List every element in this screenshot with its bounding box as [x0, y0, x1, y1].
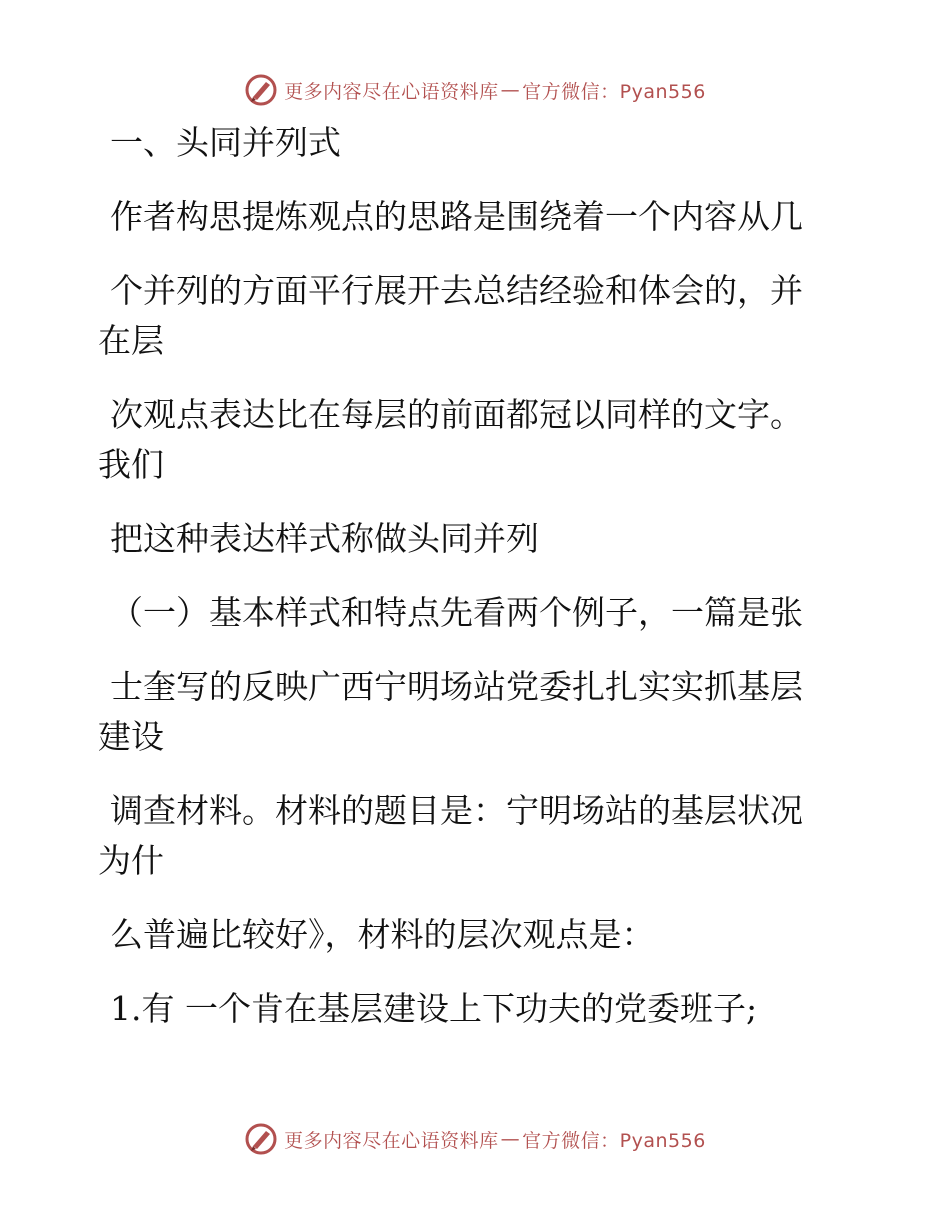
paragraph-line: [98, 662, 838, 762]
pen-logo-icon: [244, 1122, 278, 1156]
paragraph-line: [98, 514, 838, 564]
text-line-continuation: 建设: [98, 717, 164, 756]
text-line: 1.有 一个肯在基层建设上下功夫的党委班子;: [110, 989, 758, 1028]
paragraph-line: [98, 910, 838, 960]
text-line: 作者构思提炼观点的思路是围绕着一个内容从几: [110, 197, 803, 236]
text-line: （一）基本样式和特点先看两个例子，一篇是张: [110, 593, 803, 632]
text-line: 次观点表达比在每层的前面都冠以同样的文字。: [110, 395, 803, 434]
text-line: 调查材料。材料的题目是：宁明场站的基层状况: [110, 791, 803, 830]
text-line: 一、头同并列式: [110, 123, 341, 162]
paragraph-line: [98, 192, 838, 242]
watermark-text: 更多内容尽在心语资料库: [284, 80, 499, 103]
text-line: 个并列的方面平行展开去总结经验和体会的，并: [110, 271, 803, 310]
text-line-continuation: 在层: [98, 321, 164, 360]
watermark-suffix: 官方微信：Pyan556: [522, 80, 706, 103]
pen-logo-icon: [244, 73, 278, 107]
text-line-continuation: 我们: [98, 445, 164, 484]
text-line: 士奎写的反映广西宁明场站党委扎扎实实抓基层: [110, 667, 803, 706]
watermark-suffix: 官方微信：Pyan556: [522, 1129, 706, 1152]
watermark-dash: —: [500, 1128, 521, 1150]
section-heading: [98, 118, 838, 168]
paragraph-line: [98, 266, 838, 366]
paragraph-line: [98, 786, 838, 886]
list-item: [98, 984, 838, 1034]
watermark-dash: —: [500, 79, 521, 101]
paragraph-line: [98, 588, 838, 638]
watermark-banner-bottom: [0, 1122, 950, 1156]
watermark-banner-top: [0, 73, 950, 107]
text-line: 把这种表达样式称做头同并列: [110, 519, 539, 558]
text-line-continuation: 为什: [98, 841, 164, 880]
paragraph-line: [98, 390, 838, 490]
text-line: 么普遍比较好》，材料的层次观点是：: [110, 915, 655, 954]
watermark-text: 更多内容尽在心语资料库: [284, 1129, 499, 1152]
document-body: [98, 118, 838, 1034]
